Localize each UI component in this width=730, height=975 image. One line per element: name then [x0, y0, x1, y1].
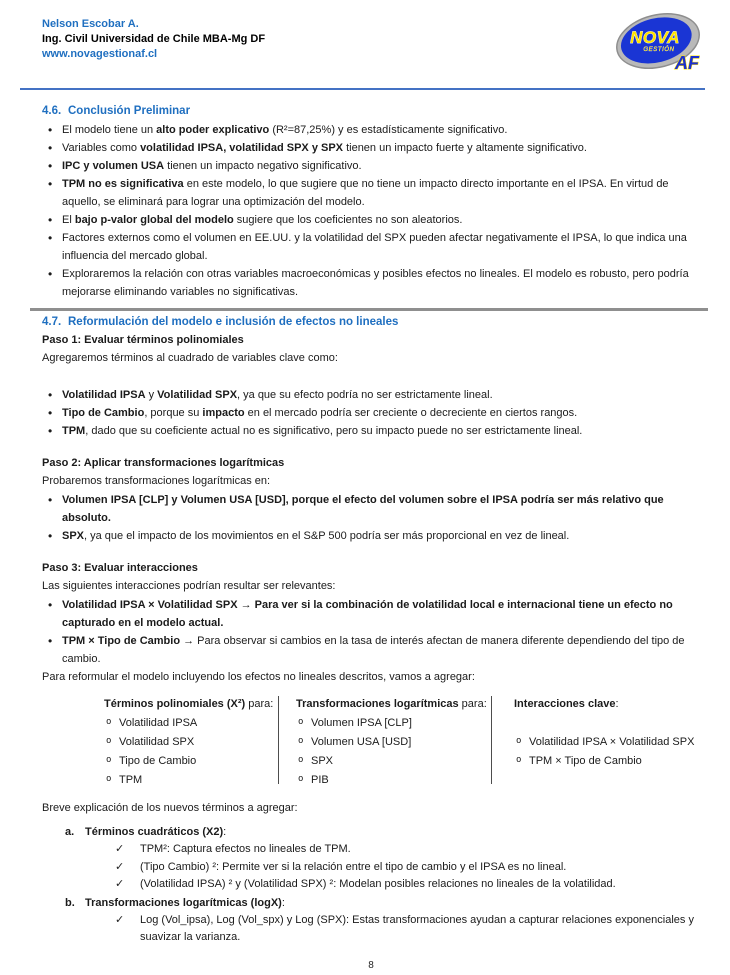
- bullet-item: • Exploraremos la relación con otras variables macroeconómicas y posibles efectos no lineales. El modelo es robusto, pero podría mejorarse eliminando variables no significativas.: [62, 265, 700, 301]
- check-item: ✓ TPM²: Captura efectos no lineales de TPM.: [140, 841, 700, 859]
- list-item: o TPM × Tipo de Cambio: [529, 752, 700, 771]
- bullet-item: • Volatilidad IPSA × Volatilidad SPX → Para ver si la combinación de volatilidad local e internacional tiene un efecto no capturado en el modelo actual.: [62, 596, 700, 632]
- paso-3-title: Paso 3: Evaluar interacciones: [42, 562, 198, 574]
- section-4-6: [42, 103, 700, 301]
- explanation-item-b-title: b. Transformaciones logarítmicas (logX):: [42, 894, 700, 912]
- reformulation-summary-columns: [42, 694, 700, 790]
- page-footer: [42, 957, 700, 975]
- bullet-item: • IPC y volumen USA tienen un impacto negativo significativo.: [62, 157, 700, 175]
- column-log-title: Transformaciones logarítmicas para:: [296, 698, 487, 710]
- explanation-item-b-checks: [42, 912, 700, 947]
- bullet-item: • Variables como volatilidad IPSA, volatilidad SPX y SPX tienen un impacto fuerte y altamente significativo.: [62, 139, 700, 157]
- explanation-item-a: [42, 823, 700, 894]
- paso-1: [42, 331, 700, 440]
- paso-2-intro: Probaremos transformaciones logarítmicas en:: [42, 475, 271, 487]
- list-item: o Tipo de Cambio: [119, 752, 278, 771]
- check-item: ✓ Log (Vol_ipsa), Log (Vol_spx) y Log (SPX): Estas transformaciones ayudan a capturar relaciones exponenciales y suavizar la varianza.: [140, 912, 700, 947]
- explanation-list: [42, 823, 700, 947]
- explanation-item-a-checks: [42, 841, 700, 894]
- explanation-item-a-title: a. Términos cuadráticos (X2):: [42, 823, 700, 841]
- paso-2-bullet-list: [42, 491, 700, 545]
- paso-1-bullet-list: [42, 386, 700, 440]
- bullet-item: • Factores externos como el volumen en EE.UU. y la volatilidad del SPX pueden afectar negativamente el IPSA, lo que indica una influencia del mercado global.: [62, 229, 700, 265]
- column-log-transformations: [279, 694, 491, 790]
- section-4-7-heading: [42, 314, 700, 331]
- company-logo: [613, 12, 707, 80]
- list-item: o Volumen USA [USD]: [311, 733, 491, 752]
- logo-gestion-text: GESTIÓN: [643, 47, 675, 53]
- bullet-item: • SPX, ya que el impacto de los movimientos en el S&P 500 podría ser más proporcional en vez de lineal.: [62, 527, 700, 545]
- logo-nova-text: NOVA: [630, 28, 680, 47]
- column-polynomial-terms: [42, 694, 278, 790]
- paso-3: [42, 559, 700, 686]
- page-number: 8: [368, 959, 374, 971]
- list-item: o Volatilidad IPSA × Volatilidad SPX: [529, 733, 700, 752]
- list-item: o Volatilidad SPX: [119, 733, 278, 752]
- bullet-item: • Volatilidad IPSA y Volatilidad SPX, ya que su efecto podría no ser estrictamente lineal.: [62, 386, 700, 404]
- log-items: [296, 714, 491, 790]
- document-header: [42, 14, 700, 80]
- list-item: o Volatilidad IPSA: [119, 714, 278, 733]
- reformulation-intro: Para reformular el modelo incluyendo los efectos no lineales descritos, vamos a agregar:: [42, 671, 475, 683]
- bullet-item: • Tipo de Cambio, porque su impacto en el mercado podría ser creciente o decreciente en ciertos rangos.: [62, 404, 700, 422]
- bullet-item: • TPM no es significativa en este modelo, lo que sugiere que no tiene un impacto directo importante en el IPSA. En virtud de aquello, se eliminará para lograr una optimización del modelo.: [62, 175, 700, 211]
- list-item: o TPM: [119, 771, 278, 790]
- check-item: ✓ (Volatilidad IPSA) ² y (Volatilidad SPX) ²: Modelan posibles relaciones no lineales de la volatilidad.: [140, 876, 700, 894]
- list-item: o Volumen IPSA [CLP]: [311, 714, 491, 733]
- section-4-6-title: Conclusión Preliminar: [68, 105, 191, 117]
- spacer: [42, 545, 700, 559]
- author-name: Nelson Escobar A.: [42, 18, 139, 30]
- bullet-item: • TPM, dado que su coeficiente actual no es significativo, pero su impacto puede no ser estrictamente lineal.: [62, 422, 700, 440]
- bullet-item: • El modelo tiene un alto poder explicativo (R²=87,25%) y es estadísticamente significativo.: [62, 121, 700, 139]
- bullet-item: • El bajo p-valor global del modelo sugiere que los coeficientes no son aleatorios.: [62, 211, 700, 229]
- item-letter: b.: [65, 896, 75, 909]
- column-key-interactions: [492, 694, 700, 790]
- section-4-6-number: 4.6.: [42, 105, 62, 117]
- paso-3-intro: Las siguientes interacciones podrían resultar ser relevantes:: [42, 580, 336, 592]
- column-interactions-title: Interacciones clave:: [514, 698, 619, 710]
- paso-2-title: Paso 2: Aplicar transformaciones logarítmicas: [42, 457, 285, 469]
- author-credentials: Ing. Civil Universidad de Chile MBA-Mg DF: [42, 33, 266, 45]
- check-item: ✓ (Tipo Cambio) ²: Permite ver si la relación entre el tipo de cambio y el IPSA es no lineal.: [140, 859, 700, 877]
- section-4-7: [42, 314, 700, 686]
- section-4-6-heading: [42, 103, 700, 120]
- spacer: [42, 440, 700, 454]
- section-divider: [30, 308, 708, 311]
- item-letter: a.: [65, 826, 75, 838]
- bullet-item: • TPM × Tipo de Cambio → Para observar si cambios en la tasa de interés afectan de manera diferente dependiendo del tipo de cambio.: [62, 632, 700, 668]
- paso-2: [42, 454, 700, 545]
- spacer: [42, 367, 700, 385]
- interaction-items: [514, 733, 700, 771]
- header-text-block: [42, 14, 265, 62]
- list-item: o PIB: [311, 771, 491, 790]
- conclusion-bullet-list: [42, 121, 700, 301]
- logo-af-text: AF: [675, 53, 699, 73]
- column-polynomial-title: Términos polinomiales (X²) para:: [104, 698, 274, 710]
- section-4-7-number: 4.7.: [42, 316, 62, 328]
- bullet-item: • Volumen IPSA [CLP] y Volumen USA [USD], porque el efecto del volumen sobre el IPSA podría ser más relativo que absoluto.: [62, 491, 700, 527]
- explanation-intro: Breve explicación de los nuevos términos a agregar:: [42, 802, 298, 814]
- website-link[interactable]: www.novagestionaf.cl: [42, 48, 158, 60]
- explanation-item-b: [42, 894, 700, 947]
- paso-1-title: Paso 1: Evaluar términos polinomiales: [42, 334, 244, 346]
- paso-3-bullet-list: [42, 596, 700, 668]
- list-item: o SPX: [311, 752, 491, 771]
- paso-1-intro: Agregaremos términos al cuadrado de variables clave como:: [42, 352, 338, 364]
- header-divider: [20, 88, 705, 90]
- polynomial-items: [104, 714, 278, 790]
- logo-graphic: [613, 12, 707, 74]
- section-4-7-title: Reformulación del modelo e inclusión de efectos no lineales: [68, 316, 399, 328]
